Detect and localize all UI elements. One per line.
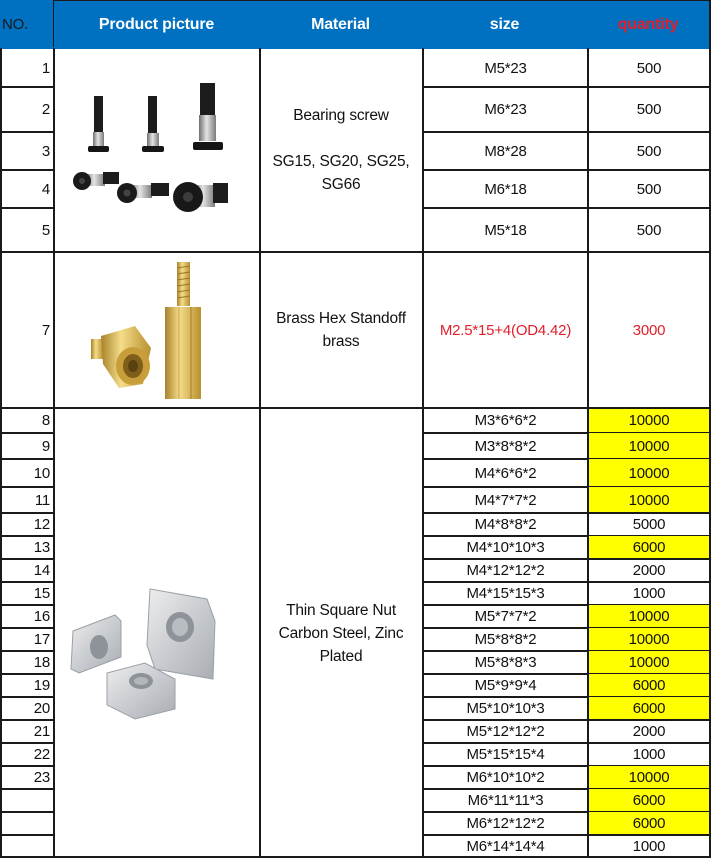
row-number: 21 bbox=[33, 723, 50, 740]
quantity-cell: 1000 bbox=[632, 746, 666, 763]
quantity-cell: 6000 bbox=[589, 674, 709, 697]
size-cell: M6*10*10*2 bbox=[466, 769, 545, 786]
size-cell: M4*12*12*2 bbox=[466, 562, 545, 579]
material-line: SG15, SG20, SG25, bbox=[272, 153, 410, 170]
material-line: Carbon Steel, Zinc bbox=[278, 624, 404, 642]
group-divider bbox=[0, 251, 711, 253]
size-cell: M6*14*14*4 bbox=[466, 837, 545, 855]
material-cell-brass-standoff bbox=[260, 252, 422, 408]
quantity-cell: 2000 bbox=[632, 562, 666, 579]
row-number: 18 bbox=[33, 654, 50, 671]
row-number: 20 bbox=[33, 700, 50, 717]
size-cell: M4*6*6*2 bbox=[474, 464, 537, 482]
material-line: brass bbox=[322, 333, 360, 350]
size-cell: M2.5*15+4(OD4.42) bbox=[439, 321, 572, 339]
row-number: 1 bbox=[41, 59, 50, 77]
size-cell: M3*6*6*2 bbox=[474, 412, 537, 429]
size-cell: M5*8*8*3 bbox=[474, 654, 537, 671]
material-cell-bearing-screw bbox=[260, 49, 422, 251]
size-cell: M5*8*8*2 bbox=[474, 631, 537, 648]
quantity-cell: 10000 bbox=[589, 459, 709, 487]
quantity-cell: 500 bbox=[636, 101, 662, 118]
column-divider bbox=[259, 48, 261, 858]
column-divider bbox=[53, 48, 55, 858]
size-cell: M8*28 bbox=[484, 142, 527, 160]
quantity-cell: 1000 bbox=[632, 585, 666, 602]
row-number bbox=[1, 812, 53, 835]
row-number: 22 bbox=[33, 746, 50, 763]
square-nuts-image bbox=[55, 409, 259, 857]
material-line: Brass Hex Standoff bbox=[276, 310, 406, 327]
row-number: 11 bbox=[34, 491, 50, 509]
quantity-cell: 6000 bbox=[589, 789, 709, 812]
size-cell: M4*7*7*2 bbox=[474, 491, 537, 509]
quantity-cell: 1000 bbox=[632, 837, 666, 855]
quantity-cell: 3000 bbox=[632, 321, 666, 339]
size-cell: M5*10*10*3 bbox=[466, 700, 545, 717]
row-number: 17 bbox=[33, 631, 50, 648]
quantity-cell: 5000 bbox=[632, 516, 666, 533]
quantity-cell: 10000 bbox=[589, 628, 709, 651]
quantity-cell: 6000 bbox=[589, 697, 709, 720]
header-quantity: quantity bbox=[587, 0, 710, 48]
row-number: 5 bbox=[41, 221, 50, 239]
size-cell: M6*12*12*2 bbox=[466, 815, 545, 832]
row-number bbox=[1, 835, 53, 857]
size-cell: M4*15*15*3 bbox=[466, 585, 545, 602]
material-line: Bearing screw bbox=[293, 107, 389, 124]
size-cell: M4*10*10*3 bbox=[466, 539, 545, 556]
quantity-cell: 10000 bbox=[589, 605, 709, 628]
material-line: Thin Square Nut bbox=[286, 601, 396, 619]
size-cell: M5*9*9*4 bbox=[474, 677, 537, 694]
row-number: 2 bbox=[41, 101, 50, 118]
size-cell: M3*8*8*2 bbox=[474, 437, 537, 455]
row-number: 9 bbox=[41, 437, 50, 455]
square-nut-icon bbox=[55, 409, 259, 857]
shoulder-screw-icon bbox=[55, 49, 259, 251]
header-no: NO. bbox=[0, 0, 54, 48]
size-cell: M4*8*8*2 bbox=[474, 516, 537, 533]
row-number bbox=[1, 789, 53, 812]
row-number: 8 bbox=[41, 412, 50, 429]
table-border-left bbox=[0, 48, 2, 858]
row-number: 7 bbox=[41, 321, 50, 339]
material-line: SG66 bbox=[321, 176, 361, 193]
column-divider bbox=[587, 48, 589, 858]
size-cell: M6*23 bbox=[484, 101, 527, 118]
quantity-cell: 10000 bbox=[589, 651, 709, 674]
material-line: Plated bbox=[319, 647, 363, 665]
header-product-picture: Product picture bbox=[53, 0, 260, 48]
row-number: 14 bbox=[33, 562, 50, 579]
quantity-cell: 6000 bbox=[589, 536, 709, 559]
row-number: 23 bbox=[33, 769, 50, 786]
brass-standoff-icon bbox=[55, 252, 259, 408]
table-border-bottom bbox=[0, 856, 711, 858]
size-cell: M5*12*12*2 bbox=[466, 723, 545, 740]
size-cell: M6*11*11*3 bbox=[467, 792, 544, 809]
material-cell-square-nut bbox=[260, 409, 422, 857]
size-cell: M5*15*15*4 bbox=[466, 746, 545, 763]
header-size: size bbox=[422, 0, 588, 48]
black-shoulder-screws-image bbox=[55, 49, 259, 251]
quantity-cell: 10000 bbox=[589, 433, 709, 459]
quantity-cell: 2000 bbox=[632, 723, 666, 740]
row-number: 15 bbox=[33, 585, 50, 602]
brass-standoff-image bbox=[55, 252, 259, 408]
quantity-cell: 10000 bbox=[589, 766, 709, 789]
column-divider bbox=[422, 48, 424, 858]
size-cell: M6*18 bbox=[484, 180, 527, 198]
row-number: 10 bbox=[33, 464, 50, 482]
row-number: 13 bbox=[33, 539, 50, 556]
group-divider bbox=[0, 407, 711, 409]
quantity-cell: 500 bbox=[636, 59, 662, 77]
row-number: 12 bbox=[33, 516, 50, 533]
quantity-cell: 6000 bbox=[589, 812, 709, 835]
row-number: 3 bbox=[41, 142, 50, 160]
table-border-right bbox=[709, 0, 711, 858]
quantity-cell: 500 bbox=[636, 221, 662, 239]
header-material: Material bbox=[259, 0, 423, 48]
quantity-cell: 10000 bbox=[589, 408, 709, 433]
quantity-cell: 500 bbox=[636, 142, 662, 160]
quantity-cell: 500 bbox=[636, 180, 662, 198]
size-cell: M5*23 bbox=[484, 59, 527, 77]
row-number: 19 bbox=[33, 677, 50, 694]
size-cell: M5*18 bbox=[484, 221, 527, 239]
size-cell: M5*7*7*2 bbox=[474, 608, 537, 625]
row-number: 16 bbox=[33, 608, 50, 625]
row-number: 4 bbox=[41, 180, 50, 198]
quantity-cell: 10000 bbox=[589, 487, 709, 513]
